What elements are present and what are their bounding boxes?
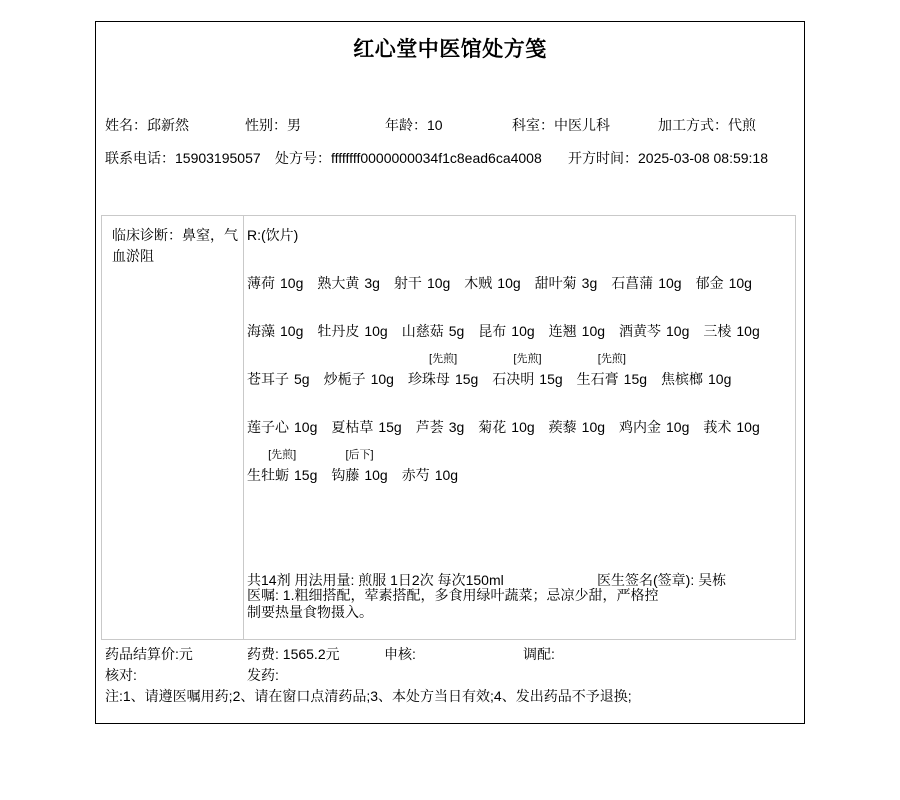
medicine-item	[402, 465, 458, 485]
medicine-qty: 10g	[708, 371, 732, 387]
medicine-qty: 10g	[364, 323, 388, 339]
medicine-item	[317, 321, 387, 341]
patient-gender-label: 性别：	[245, 117, 287, 133]
phone-value: 15903195057	[175, 150, 261, 166]
medicine-item	[464, 273, 520, 293]
rx-area	[244, 216, 795, 639]
medicine-name: 夏枯草	[331, 419, 374, 435]
page-title: 红心堂中医馆处方笺	[353, 38, 547, 61]
medicine-qty: 10g	[426, 275, 451, 291]
footer-note: 注:1、请遵医嘱用药;2、请在窗口点清药品;3、本处方当日有效;4、发出药品不予退换;	[105, 688, 632, 704]
patient-gender-field	[245, 115, 301, 135]
decoction-note: [先煎]	[429, 353, 458, 365]
medicine-name: 连翘	[548, 323, 577, 339]
medicine-item	[324, 369, 394, 389]
medicine-line	[247, 321, 791, 341]
medicine-name: 生牡蛎	[247, 467, 289, 483]
medicine-qty: 10g	[666, 323, 690, 339]
medicine-item	[416, 417, 465, 437]
medicine-name: 薄荷	[247, 275, 275, 291]
department-field	[512, 115, 610, 135]
patient-age-value: 10	[427, 117, 443, 133]
rx-number-value: ffffffff0000000034f1c8ead6ca4008	[331, 150, 542, 166]
medicine-qty: 10g	[736, 419, 760, 435]
medicine-item	[703, 417, 759, 437]
medicine-item	[661, 369, 731, 389]
department-label: 科室：	[512, 117, 554, 133]
settlement-price-field: 药品结算价:元	[105, 646, 193, 662]
medicine-item	[247, 273, 303, 293]
medicine-qty: 10g	[370, 371, 394, 387]
medicine-line	[247, 417, 791, 437]
medicine-name: 莲子心	[247, 419, 289, 435]
medicine-item	[247, 369, 310, 389]
medicine-name: 木贼	[464, 275, 493, 291]
fee-field	[247, 644, 340, 664]
medicine-line	[247, 353, 791, 389]
medicine-item	[576, 353, 648, 389]
medicine-name: 赤芍	[401, 467, 430, 483]
prescription-body-box	[101, 215, 796, 640]
medicine-qty: 10g	[497, 275, 521, 291]
medicine-name: 莪术	[703, 419, 732, 435]
medicine-item	[549, 417, 605, 437]
decoction-note: [先煎]	[268, 449, 297, 461]
medicine-qty: 15g	[294, 467, 318, 483]
medicine-qty: 10g	[294, 419, 318, 435]
diagnosis-value: 鼻窒，气血淤阻	[112, 227, 238, 264]
usage-instructions: 共14剂 用法用量: 煎服 1日2次 每次150ml	[247, 572, 504, 588]
medicine-qty: 3g	[364, 275, 380, 291]
fee-value: 1565.2元	[282, 646, 340, 662]
patient-gender-value: 男	[287, 117, 301, 133]
medicine-name: 熟大黄	[317, 275, 360, 291]
medicine-qty: 10g	[434, 467, 459, 483]
medicine-item	[331, 417, 401, 437]
medicine-name: 射干	[393, 275, 422, 291]
rx-header: R:(饮片)	[247, 227, 299, 243]
medicine-item	[619, 417, 689, 437]
medicine-name: 石决明	[492, 371, 535, 387]
patient-age-label: 年龄：	[385, 117, 427, 133]
medicine-qty: 10g	[658, 275, 682, 291]
issue-field: 发药:	[247, 667, 279, 683]
medicine-name: 焦槟榔	[661, 371, 704, 387]
department-value: 中医儿科	[554, 117, 610, 133]
medicine-name: 钩藤	[331, 467, 360, 483]
medicine-item	[549, 321, 605, 341]
medicine-qty: 15g	[623, 371, 648, 387]
medicine-item	[394, 273, 450, 293]
medicine-qty: 15g	[454, 371, 479, 387]
medical-advice: 医嘱: 1.粗细搭配，荤素搭配，多食用绿叶蔬菜；忌凉少甜，严格控制要热量食物摄入。	[247, 587, 659, 620]
medicine-name: 山慈菇	[401, 323, 444, 339]
patient-name-label: 姓名：	[105, 117, 147, 133]
processing-method-label: 加工方式：	[658, 117, 728, 133]
medicine-name: 昆布	[478, 323, 507, 339]
medicine-item	[619, 321, 689, 341]
fee-label: 药费:	[247, 646, 283, 662]
diagnosis-cell	[102, 216, 244, 639]
medicine-qty: 10g	[511, 323, 535, 339]
medicine-line	[247, 449, 791, 485]
medicine-name: 郁金	[695, 275, 724, 291]
rx-number-label: 处方号：	[275, 150, 331, 166]
medicine-item	[331, 449, 388, 485]
medicine-name: 牡丹皮	[317, 323, 360, 339]
processing-method-value: 代煎	[728, 117, 756, 133]
medicine-qty: 3g	[581, 275, 598, 291]
diagnosis-label: 临床诊断：	[112, 227, 182, 243]
medicine-name: 甜叶菊	[534, 275, 577, 291]
medicine-qty: 10g	[666, 419, 690, 435]
issue-time-value: 2025-03-08 08:59:18	[638, 150, 768, 166]
medicine-name: 炒栀子	[323, 371, 366, 387]
medicine-name: 珍珠母	[407, 371, 450, 387]
processing-method-field	[658, 115, 756, 135]
medicine-item	[478, 417, 534, 437]
medicine-qty: 10g	[728, 275, 752, 291]
decoction-note: [先煎]	[597, 353, 626, 365]
dispense-field: 调配:	[523, 646, 555, 662]
medicine-name: 菊花	[478, 419, 507, 435]
medicine-qty: 10g	[280, 323, 304, 339]
medicine-item	[247, 449, 318, 485]
check-field: 核对:	[105, 667, 137, 683]
decoction-note: [后下]	[345, 449, 374, 461]
patient-name-field	[105, 115, 189, 135]
doctor-signature-value: 吴栋	[698, 572, 727, 588]
medicine-name: 蒺藜	[548, 419, 577, 435]
medicine-item	[247, 417, 317, 437]
medicine-qty: 10g	[581, 419, 606, 435]
medicine-name: 三棱	[703, 323, 732, 339]
phone-field	[105, 148, 261, 168]
medicine-name: 海藻	[247, 323, 275, 339]
medicine-name: 酒黄芩	[619, 323, 662, 339]
patient-age-field	[385, 115, 443, 135]
medicine-item	[478, 321, 534, 341]
medicine-item	[247, 321, 303, 341]
medicine-qty: 3g	[448, 419, 465, 435]
review-field: 申核:	[384, 646, 416, 662]
medicine-qty: 10g	[511, 419, 535, 435]
medicine-item	[703, 321, 759, 341]
medicine-qty: 15g	[539, 371, 563, 387]
rx-number-field	[275, 148, 542, 168]
medicine-item	[402, 321, 465, 341]
medicine-item	[492, 353, 563, 389]
medicine-name: 芦荟	[415, 419, 444, 435]
decoction-note: [先煎]	[513, 353, 542, 365]
medicine-qty: 10g	[736, 323, 760, 339]
issue-time-label: 开方时间：	[568, 150, 638, 166]
medicine-qty: 10g	[280, 275, 304, 291]
medicine-qty: 15g	[378, 419, 402, 435]
medicine-qty: 10g	[364, 467, 388, 483]
medicine-item	[696, 273, 752, 293]
issue-time-field	[568, 148, 768, 168]
medicine-name: 石菖蒲	[611, 275, 654, 291]
medicine-name: 生石膏	[576, 371, 619, 387]
medicine-qty: 10g	[581, 323, 606, 339]
patient-name-value: 邱新然	[147, 117, 189, 133]
medicine-qty: 5g	[448, 323, 465, 339]
phone-label: 联系电话：	[105, 150, 175, 166]
medicine-item	[317, 273, 380, 293]
medicine-item	[535, 273, 598, 293]
prescription-border	[95, 21, 805, 724]
medicine-item	[407, 353, 479, 389]
medicine-name: 鸡内金	[619, 419, 662, 435]
medicine-line	[247, 273, 791, 293]
medicine-qty: 5g	[294, 371, 310, 387]
doctor-signature-label: 医生签名(签章):	[597, 572, 699, 588]
medicine-item	[611, 273, 681, 293]
medicine-name: 苍耳子	[247, 371, 289, 387]
